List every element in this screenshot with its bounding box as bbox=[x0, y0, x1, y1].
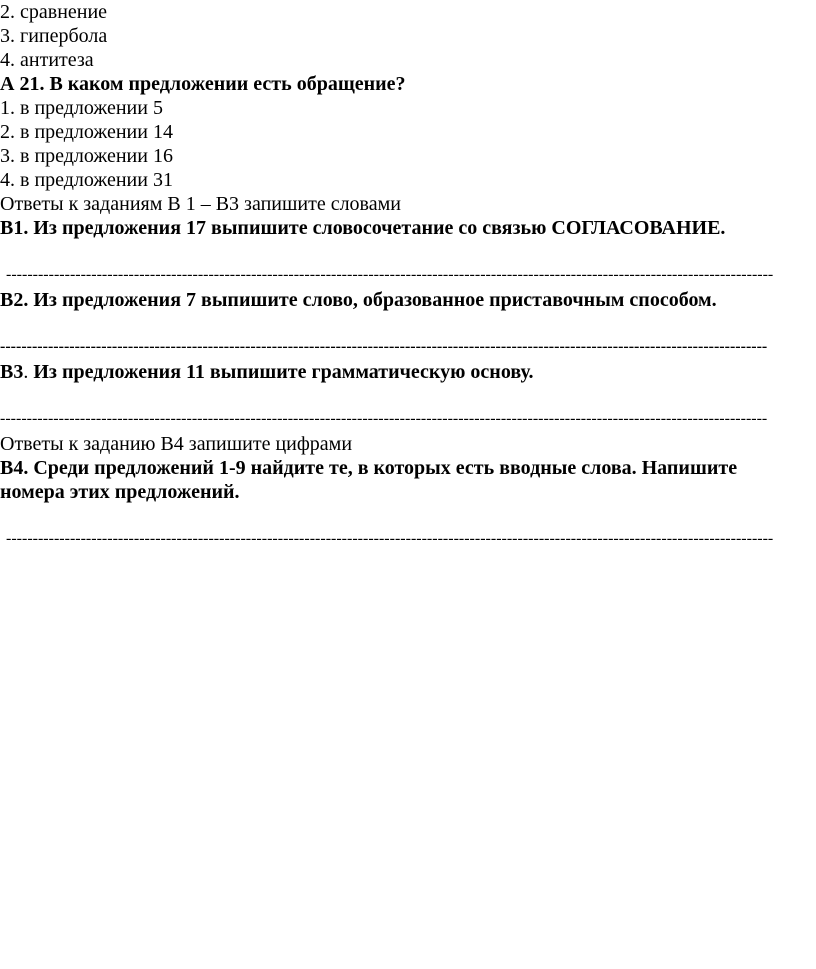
option-line: 3. в предложении 16 bbox=[0, 145, 173, 167]
task-number: В2. bbox=[0, 289, 29, 311]
answer-line-b2: ------------------------------------------------------------------------------------------------------------------------------------------------ bbox=[0, 338, 768, 355]
task-b4 bbox=[0, 456, 737, 480]
option-line: 1. в предложении 5 bbox=[0, 97, 163, 119]
task-b2 bbox=[0, 288, 717, 312]
answer-line-b3: ------------------------------------------------------------------------------------------------------------------------------------------------ bbox=[0, 410, 768, 427]
task-b1 bbox=[0, 216, 725, 240]
task-text: Из предложения 7 выпишите слово, образованное приставочным способом. bbox=[28, 289, 717, 311]
instructions-b1-b3: Ответы к заданиям В 1 – В3 запишите словами bbox=[0, 193, 401, 215]
task-text: Из предложения 11 выпишите грамматическую основу. bbox=[28, 361, 534, 383]
task-b4-continuation: номера этих предложений. bbox=[0, 481, 240, 503]
task-text: Из предложения 17 выпишите словосочетание со связью СОГЛАСОВАНИЕ. bbox=[28, 217, 726, 239]
option-line: 4. антитеза bbox=[0, 49, 94, 71]
task-text: Среди предложений 1-9 найдите те, в которых есть вводные слова. Напишите bbox=[28, 457, 738, 479]
task-separator: . bbox=[23, 361, 29, 383]
task-b3 bbox=[0, 360, 533, 384]
option-line: 2. в предложении 14 bbox=[0, 121, 173, 143]
question-a21: А 21. В каком предложении есть обращение? bbox=[0, 73, 406, 95]
option-line: 3. гипербола bbox=[0, 25, 108, 47]
task-number: В1. bbox=[0, 217, 29, 239]
instructions-b4: Ответы к заданию В4 запишите цифрами bbox=[0, 433, 353, 455]
answer-line-b4: ------------------------------------------------------------------------------------------------------------------------------------------------ bbox=[6, 530, 774, 547]
task-number: В3 bbox=[0, 361, 24, 383]
option-line: 2. сравнение bbox=[0, 1, 108, 23]
option-line: 4. в предложении 31 bbox=[0, 169, 173, 191]
answer-line-b1: ------------------------------------------------------------------------------------------------------------------------------------------------ bbox=[6, 266, 774, 283]
task-number: В4. bbox=[0, 457, 29, 479]
